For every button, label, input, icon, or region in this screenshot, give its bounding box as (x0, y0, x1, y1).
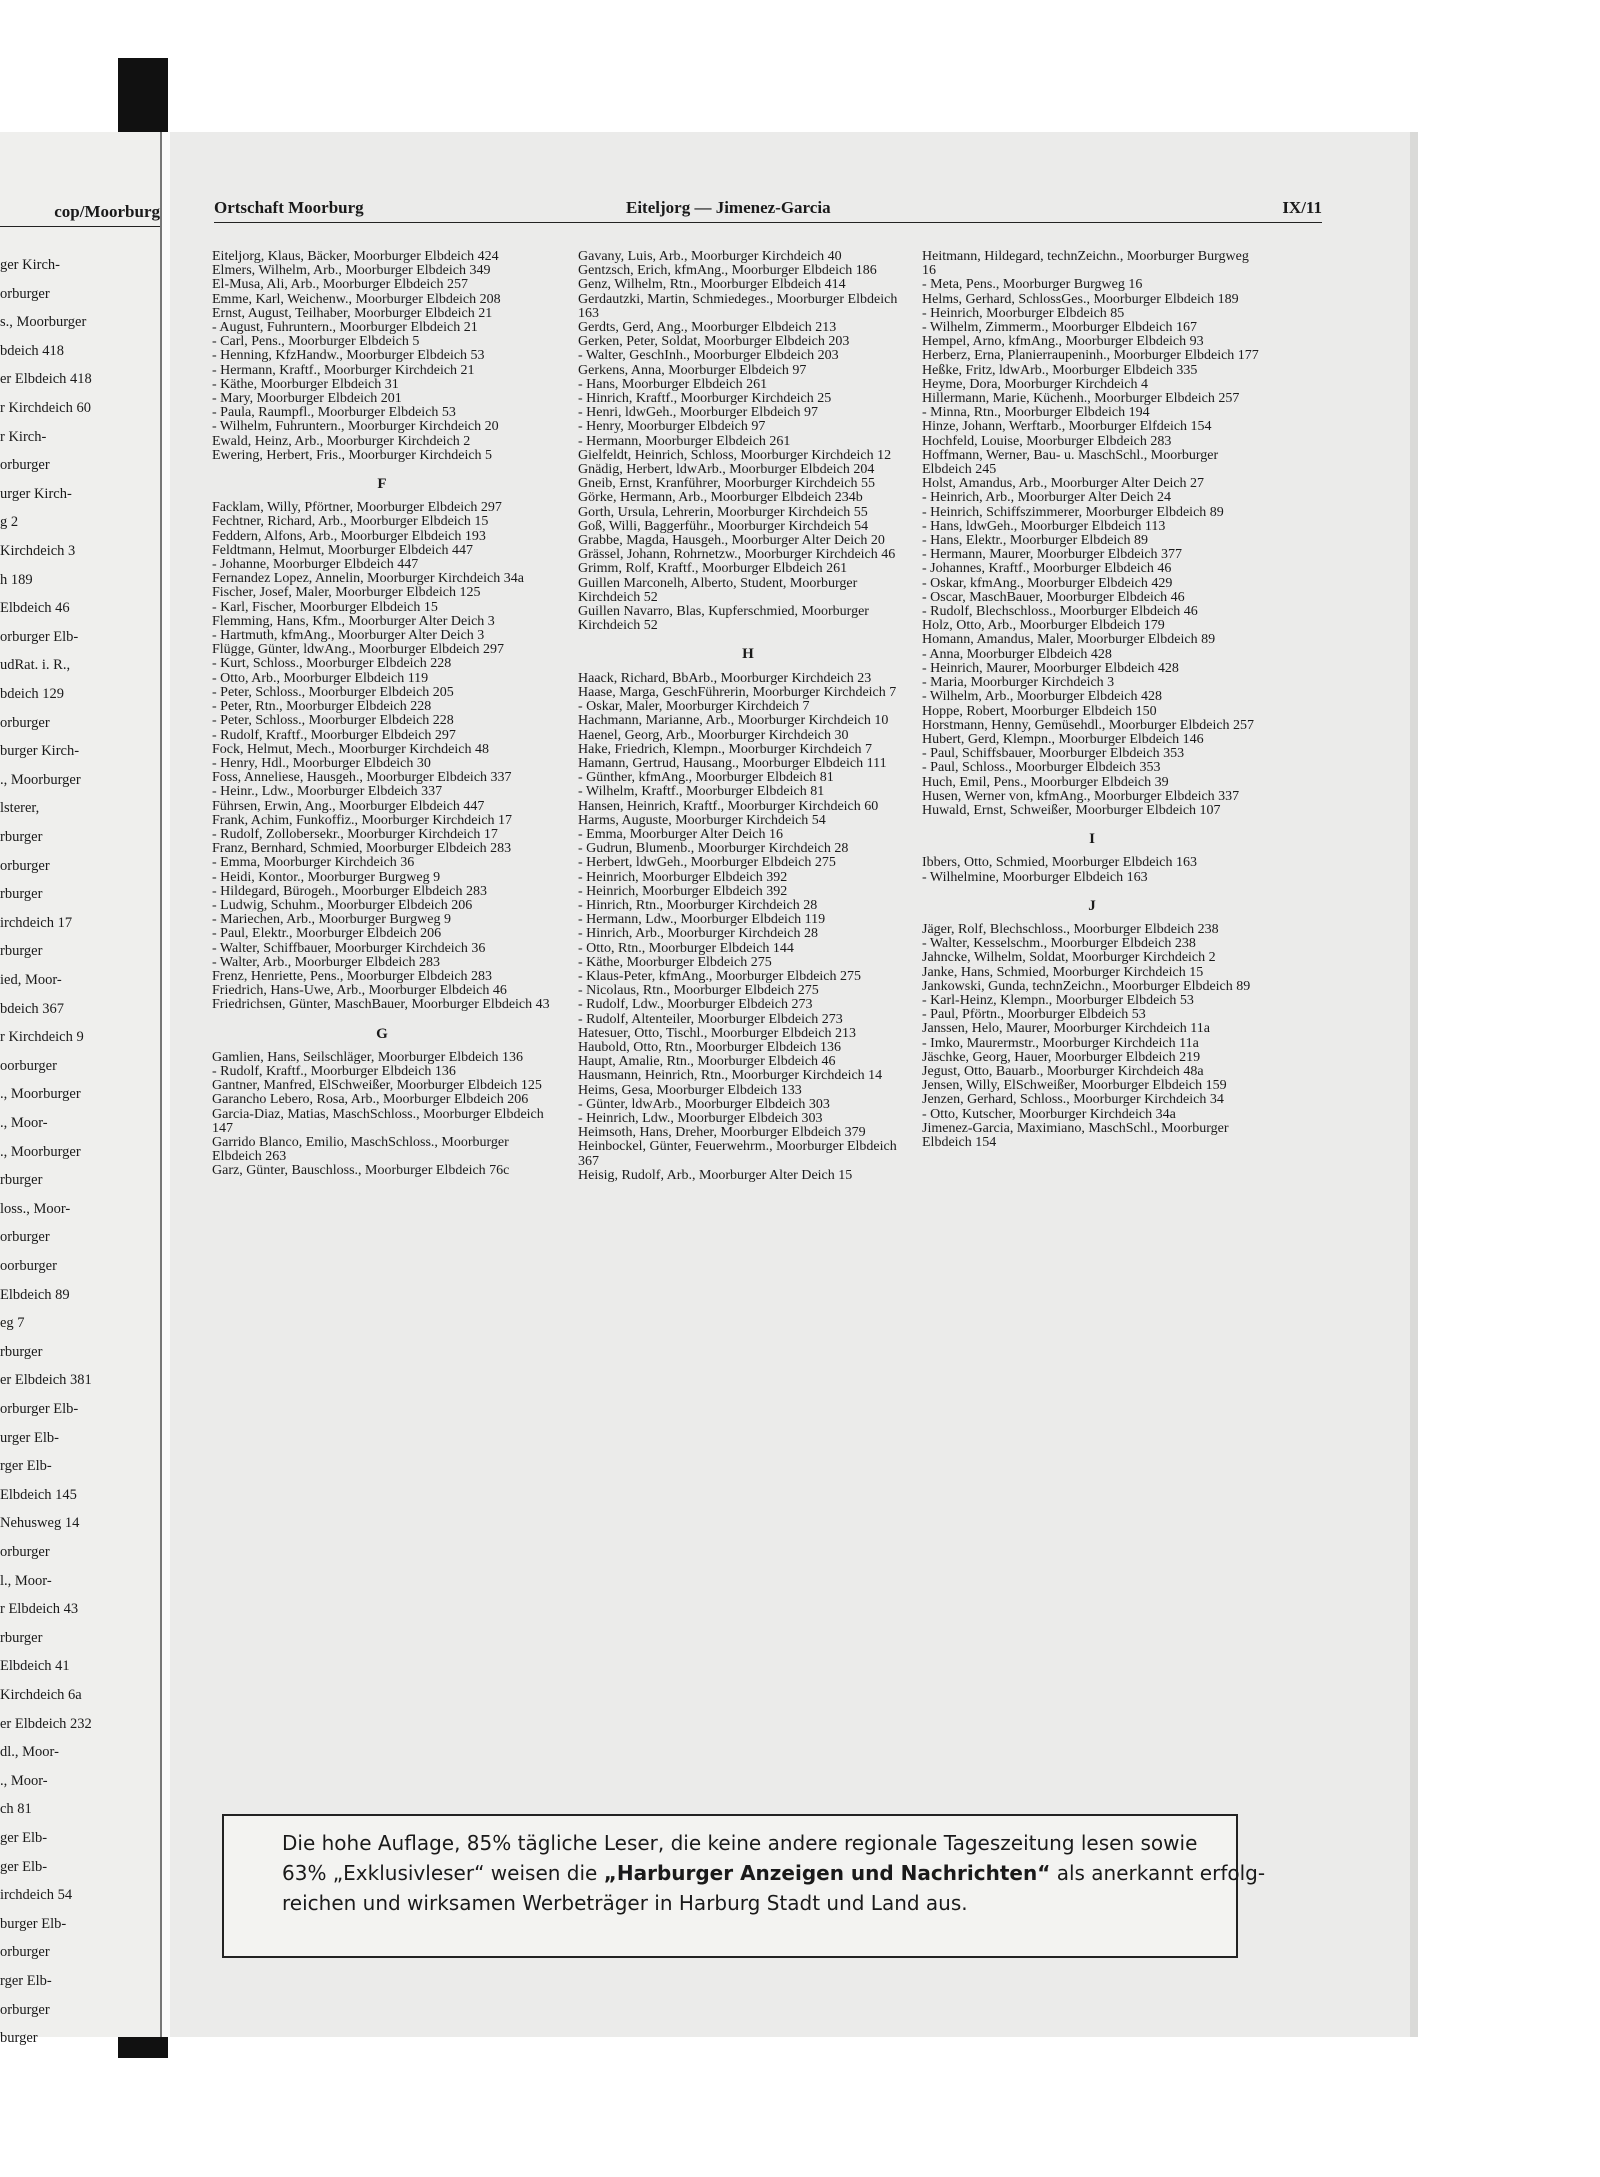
directory-entry: Heitmann, Hildegard, technZeichn., Moorburger Burgweg 16 (922, 249, 1249, 279)
directory-entry: Elmers, Wilhelm, Arb., Moorburger Elbdeich 349 (212, 263, 491, 279)
left-page-line: orburger (0, 1544, 50, 1560)
directory-entry: Ewald, Heinz, Arb., Moorburger Kirchdeich 2 (212, 433, 471, 449)
section-letter: H (742, 646, 754, 663)
column-1 (212, 250, 552, 1179)
directory-entry: Holz, Otto, Arb., Moorburger Elbdeich 179 (922, 618, 1165, 634)
directory-entry: Fischer, Josef, Maler, Moorburger Elbdeich 125 (212, 585, 481, 601)
directory-entry: - Nicolaus, Rtn., Moorburger Elbdeich 275 (578, 983, 819, 999)
left-page-line: Elbdeich 46 (0, 600, 70, 617)
directory-entry: Gorth, Ursula, Lehrerin, Moorburger Kirchdeich 55 (578, 504, 868, 520)
directory-entry: - Peter, Rtn., Moorburger Elbdeich 228 (212, 699, 432, 715)
ad-line-2-post: als anerkannt erfolg- (1056, 1861, 1266, 1885)
directory-entry: Janke, Hans, Schmied, Moorburger Kirchdeich 15 (922, 964, 1204, 980)
directory-entry: Hachmann, Marianne, Arb., Moorburger Kirchdeich 10 (578, 713, 889, 729)
directory-entry: - Käthe, Moorburger Elbdeich 275 (578, 954, 772, 970)
directory-entry: Horstmann, Henny, Gemüsehdl., Moorburger Elbdeich 257 (922, 717, 1255, 733)
directory-entry: - Rudolf, Ldw., Moorburger Elbdeich 273 (578, 997, 813, 1013)
left-page-line: er Elbdeich 418 (0, 371, 92, 388)
directory-entry: Heims, Gesa, Moorburger Elbdeich 133 (578, 1082, 802, 1098)
directory-entry: - Henry, Hdl., Moorburger Elbdeich 30 (212, 755, 431, 771)
directory-entry: Flügge, Günter, ldwAng., Moorburger Elbdeich 297 (212, 642, 504, 658)
directory-entry: Huch, Emil, Pens., Moorburger Elbdeich 39 (922, 774, 1169, 790)
directory-entry: - Heinr., Ldw., Moorburger Elbdeich 337 (212, 784, 443, 800)
left-page-line: bdeich 418 (0, 342, 65, 359)
directory-entry: - Hermann, Kraftf., Moorburger Kirchdeich 21 (212, 362, 475, 378)
directory-entry: - Henry, Moorburger Elbdeich 97 (578, 419, 766, 435)
directory-entry: - Günter, ldwArb., Moorburger Elbdeich 303 (578, 1096, 830, 1112)
ad-line-1: Die hohe Auflage, 85% tägliche Leser, die keine andere regionale Tageszeitung lesen sowie (282, 1831, 1198, 1855)
directory-entry: - Hinrich, Kraftf., Moorburger Kirchdeich 25 (578, 391, 832, 407)
directory-entry: Haupt, Amalie, Rtn., Moorburger Elbdeich 46 (578, 1054, 836, 1070)
directory-entry: Gneib, Ernst, Kranführer, Moorburger Kirchdeich 55 (578, 476, 875, 492)
left-page-line: l., Moor- (0, 1572, 52, 1589)
directory-entry: - Paul, Schloss., Moorburger Elbdeich 353 (922, 760, 1161, 776)
directory-entry: - Maria, Moorburger Kirchdeich 3 (922, 675, 1115, 691)
left-page-line: ., Moor- (0, 1772, 48, 1789)
directory-entry: Grimm, Rolf, Kraftf., Moorburger Elbdeich 261 (578, 561, 848, 577)
directory-entry: - Hans, Moorburger Elbdeich 261 (578, 376, 768, 392)
directory-entry: - Henning, KfzHandw., Moorburger Elbdeich 53 (212, 348, 485, 364)
left-page-line: rger Elb- (0, 1458, 52, 1475)
directory-entry: Hinze, Johann, Werftarb., Moorburger Elfdeich 154 (922, 419, 1212, 435)
left-page-line: rburger (0, 1172, 43, 1189)
left-page-line: rburger (0, 829, 43, 845)
directory-entry: Heßke, Fritz, ldwArb., Moorburger Elbdeich 335 (922, 362, 1198, 378)
directory-entry: - Wilhelm, Kraftf., Moorburger Elbdeich 81 (578, 784, 825, 800)
directory-entry: - Mariechen, Arb., Moorburger Burgweg 9 (212, 912, 451, 928)
left-page-line: Kirchdeich 3 (0, 543, 76, 559)
directory-entry: Ernst, August, Teilhaber, Moorburger Elbdeich 21 (212, 305, 493, 321)
directory-entry: Jegust, Otto, Bauarb., Moorburger Kirchdeich 48a (922, 1063, 1204, 1079)
directory-entry: Führsen, Erwin, Ang., Moorburger Elbdeich 447 (212, 798, 485, 814)
directory-entry: Flemming, Hans, Kfm., Moorburger Alter Deich 3 (212, 613, 495, 629)
directory-entry: - Johannes, Kraftf., Moorburger Elbdeich 46 (922, 561, 1172, 577)
directory-entry: - Wilhelm, Fuhruntern., Moorburger Kirchdeich 20 (212, 419, 499, 435)
left-page-line: Elbdeich 145 (0, 1486, 77, 1503)
directory-entry: - Heinrich, Moorburger Elbdeich 392 (578, 883, 788, 899)
directory-entry: Heimsoth, Hans, Dreher, Moorburger Elbdeich 379 (578, 1125, 866, 1141)
directory-entry: - Hans, Elektr., Moorburger Elbdeich 89 (922, 533, 1149, 549)
directory-entry: Grässel, Johann, Rohrnetzw., Moorburger Kirchdeich 46 (578, 547, 896, 563)
directory-entry: - Paul, Pförtn., Moorburger Elbdeich 53 (922, 1007, 1146, 1023)
directory-entry: - Wilhelmine, Moorburger Elbdeich 163 (922, 869, 1148, 885)
header-page-number: IX/11 (1282, 198, 1322, 217)
directory-entry: - Henri, ldwGeh., Moorburger Elbdeich 97 (578, 405, 819, 421)
directory-entry: El-Musa, Ali, Arb., Moorburger Elbdeich 257 (212, 277, 468, 293)
ad-newspaper-name: „Harburger Anzeigen und Nachrichten“ (603, 1861, 1051, 1885)
left-page-line: r Kirchdeich 9 (0, 1029, 84, 1046)
directory-entry: Frank, Achim, Funkoffiz., Moorburger Kirchdeich 17 (212, 812, 513, 828)
section-letter: G (376, 1025, 388, 1042)
directory-entry: Facklam, Willy, Pförtner, Moorburger Elbdeich 297 (212, 500, 502, 516)
left-page-line: ., Moorburger (0, 1086, 81, 1103)
left-page-line: orburger (0, 457, 50, 474)
directory-entry: - Hinrich, Rtn., Moorburger Kirchdeich 28 (578, 897, 818, 913)
directory-entry: Heyme, Dora, Moorburger Kirchdeich 4 (922, 376, 1149, 392)
directory-entry: Janssen, Helo, Maurer, Moorburger Kirchdeich 11a (922, 1021, 1210, 1037)
directory-entry: Ewering, Herbert, Fris., Moorburger Kirchdeich 5 (212, 447, 493, 463)
directory-entry: - Gudrun, Blumenb., Moorburger Kirchdeich 28 (578, 841, 849, 857)
header-range: Eiteljorg — Jimenez-Garcia (626, 198, 831, 217)
header-locality: Ortschaft Moorburg (214, 198, 364, 217)
directory-entry: Gavany, Luis, Arb., Moorburger Kirchdeich 40 (578, 249, 842, 264)
directory-entry: Jankowski, Gunda, technZeichn., Moorburger Elbdeich 89 (922, 978, 1251, 994)
directory-entry: - Heinrich, Schiffszimmerer, Moorburger Elbdeich 89 (922, 504, 1224, 520)
directory-entry: - Anna, Moorburger Elbdeich 428 (922, 646, 1112, 662)
directory-entry: - Paul, Schiffsbauer, Moorburger Elbdeich 353 (922, 746, 1185, 762)
directory-entry: Hoffmann, Werner, Bau- u. MaschSchl., Moorburger Elbdeich 245 (922, 447, 1219, 478)
directory-entry: - Rudolf, Zollobersekr., Moorburger Kirchdeich 17 (212, 826, 498, 842)
directory-entry: Gielfeldt, Heinrich, Schloss, Moorburger Kirchdeich 12 (578, 447, 892, 463)
directory-entry: - Oskar, kfmAng., Moorburger Elbdeich 429 (922, 575, 1173, 591)
directory-entry: Huwald, Ernst, Schweißer, Moorburger Elbdeich 107 (922, 802, 1221, 818)
directory-entry: Jäschke, Georg, Hauer, Moorburger Elbdeich 219 (922, 1049, 1201, 1065)
directory-entry: - August, Fuhruntern., Moorburger Elbdeich 21 (212, 320, 478, 336)
directory-entry: Heisig, Rudolf, Arb., Moorburger Alter Deich 15 (578, 1167, 853, 1183)
left-page-line: burger Kirch- (0, 743, 80, 760)
directory-entry: - Heinrich, Maurer, Moorburger Elbdeich 428 (922, 660, 1179, 676)
left-page-line: orburger (0, 285, 50, 302)
directory-entry: - Hartmuth, kfmAng., Moorburger Alter Deich 3 (212, 628, 485, 644)
left-page-line: r Kirch- (0, 428, 47, 445)
directory-entry: - Meta, Pens., Moorburger Burgweg 16 (922, 277, 1143, 293)
directory-entry: Feddern, Alfons, Arb., Moorburger Elbdeich 193 (212, 528, 486, 544)
directory-entry: Haack, Richard, BbArb., Moorburger Kirchdeich 23 (578, 670, 872, 686)
directory-entry: - Hermann, Ldw., Moorburger Elbdeich 119 (578, 912, 826, 928)
directory-entry: Friedrich, Hans-Uwe, Arb., Moorburger Elbdeich 46 (212, 983, 507, 999)
directory-entry: Hake, Friedrich, Klempn., Moorburger Kirchdeich 7 (578, 741, 873, 757)
directory-entry: - Heinrich, Moorburger Elbdeich 85 (922, 305, 1125, 321)
directory-entry: Garcia-Diaz, Matias, MaschSchloss., Moorburger Elbdeich 147 (212, 1106, 544, 1136)
left-page-header: cop/Moorburg (0, 202, 160, 227)
left-page-line: s., Moorburger (0, 314, 87, 331)
directory-entry: Jenzen, Gerhard, Schloss., Moorburger Kirchdeich 34 (922, 1092, 1224, 1108)
directory-entry: - Rudolf, Kraftf., Moorburger Elbdeich 297 (212, 727, 456, 743)
directory-entry: - Hinrich, Arb., Moorburger Kirchdeich 28 (578, 926, 819, 942)
left-page-fragment (0, 132, 160, 2047)
left-page-line: r Elbdeich 43 (0, 1601, 79, 1618)
directory-page (170, 132, 1410, 2037)
left-page-line: orburger (0, 2001, 50, 2018)
directory-entry: Garz, Günter, Bauschloss., Moorburger Elbdeich 76c (212, 1163, 510, 1179)
directory-entry: - Peter, Schloss., Moorburger Elbdeich 205 (212, 684, 454, 700)
directory-entry: Ibbers, Otto, Schmied, Moorburger Elbdeich 163 (922, 855, 1198, 871)
directory-entry: Hatesuer, Otto, Tischl., Moorburger Elbdeich 213 (578, 1025, 856, 1041)
directory-entry: Jensen, Willy, ElSchweißer, Moorburger Elbdeich 159 (922, 1078, 1227, 1094)
directory-entry: - Wilhelm, Arb., Moorburger Elbdeich 428 (922, 689, 1162, 705)
directory-entry: - Günther, kfmAng., Moorburger Elbdeich 81 (578, 770, 834, 786)
directory-entry: Foss, Anneliese, Hausgeh., Moorburger Elbdeich 337 (212, 770, 512, 786)
section-letter: I (1089, 831, 1095, 848)
directory-entry: - Rudolf, Kraftf., Moorburger Elbdeich 136 (212, 1063, 456, 1079)
directory-entry: Haase, Marga, GeschFührerin, Moorburger Kirchdeich 7 (578, 684, 897, 700)
directory-entry: Jäger, Rolf, Blechschloss., Moorburger Elbdeich 238 (922, 921, 1219, 937)
directory-entry: Gerkens, Anna, Moorburger Elbdeich 97 (578, 362, 807, 378)
left-page-line: r Kirchdeich 60 (0, 400, 91, 416)
left-page-line: loss., Moor- (0, 1200, 71, 1217)
left-page-line: ., Moorburger (0, 1143, 81, 1160)
directory-entry: - Otto, Rtn., Moorburger Elbdeich 144 (578, 940, 794, 956)
directory-entry: Hausmann, Heinrich, Rtn., Moorburger Kirchdeich 14 (578, 1068, 883, 1084)
directory-entry: Helms, Gerhard, SchlossGes., Moorburger Elbdeich 189 (922, 291, 1239, 307)
directory-entry: - Käthe, Moorburger Elbdeich 31 (212, 376, 399, 392)
directory-entry: - Wilhelm, Zimmerm., Moorburger Elbdeich 167 (922, 320, 1197, 336)
left-page-line: g 2 (0, 514, 19, 531)
directory-entry: Feldtmann, Helmut, Moorburger Elbdeich 447 (212, 542, 474, 558)
directory-entry: Gamlien, Hans, Seilschläger, Moorburger Elbdeich 136 (212, 1049, 523, 1065)
directory-entry: Haenel, Georg, Arb., Moorburger Kirchdeich 30 (578, 727, 849, 743)
directory-entry: Hochfeld, Louise, Moorburger Elbdeich 283 (922, 433, 1172, 449)
left-page-line: oorburger (0, 1057, 57, 1074)
left-page-line: irchdeich 54 (0, 1887, 73, 1904)
left-page-line: Elbdeich 89 (0, 1286, 70, 1303)
left-page-line: ., Moor- (0, 1115, 48, 1131)
left-page-line: Kirchdeich 6a (0, 1687, 82, 1703)
directory-entry: Fernandez Lopez, Annelin, Moorburger Kirchdeich 34a (212, 571, 524, 587)
directory-entry: Herberz, Erna, Planierraupeninh., Moorburger Elbdeich 177 (922, 348, 1259, 364)
directory-entry: Gerdautzki, Martin, Schmiedeges., Moorburger Elbdeich 163 (578, 291, 898, 321)
left-page-line: oorburger (0, 1258, 57, 1274)
section-letter: J (1088, 897, 1096, 914)
directory-entry: - Oskar, Maler, Moorburger Kirchdeich 7 (578, 699, 810, 715)
left-page-line: ch 81 (0, 1801, 32, 1818)
left-page-line: ger Elb- (0, 1858, 48, 1875)
left-page-line: urger Kirch- (0, 485, 72, 502)
directory-entry: - Walter, Arb., Moorburger Elbdeich 283 (212, 954, 440, 970)
directory-entry: - Otto, Kutscher, Moorburger Kirchdeich 34a (922, 1106, 1176, 1122)
directory-entry: - Walter, Kesselschm., Moorburger Elbdeich 238 (922, 936, 1196, 952)
directory-entry: - Mary, Moorburger Elbdeich 201 (212, 391, 402, 407)
directory-entry: - Karl-Heinz, Klempn., Moorburger Elbdeich 53 (922, 992, 1194, 1008)
left-page-line: er Elbdeich 381 (0, 1372, 92, 1389)
left-page-line: udRat. i. R., (0, 657, 71, 674)
directory-entry: Frenz, Henriette, Pens., Moorburger Elbdeich 283 (212, 968, 493, 984)
left-page-line: burger (0, 2030, 38, 2047)
left-page-line: rger Elb- (0, 1973, 52, 1989)
directory-entry: Guillen Marconelh, Alberto, Student, Moorburger Kirchdeich 52 (578, 575, 858, 605)
left-page-line: bdeich 129 (0, 686, 65, 702)
directory-entry: Fechtner, Richard, Arb., Moorburger Elbdeich 15 (212, 514, 489, 530)
directory-entry: Hillermann, Marie, Küchenh., Moorburger Elbdeich 257 (922, 391, 1240, 407)
directory-entry: - Walter, Schiffbauer, Moorburger Kirchdeich 36 (212, 940, 486, 956)
page-header (214, 196, 1322, 223)
left-page-line: ied, Moor- (0, 972, 62, 988)
directory-entry: Genz, Wilhelm, Rtn., Moorburger Elbdeich 414 (578, 277, 846, 293)
directory-entry: Garancho Lebero, Rosa, Arb., Moorburger Elbdeich 206 (212, 1092, 529, 1108)
left-page-line: ger Kirch- (0, 257, 60, 273)
directory-entry: - Heinrich, Arb., Moorburger Alter Deich 24 (922, 490, 1171, 506)
directory-entry: Homann, Amandus, Maler, Moorburger Elbdeich 89 (922, 632, 1216, 648)
left-page-line: bdeich 367 (0, 1000, 65, 1017)
directory-entry: - Carl, Pens., Moorburger Elbdeich 5 (212, 334, 420, 350)
ad-line-3: reichen und wirksamen Werbeträger in Harburg Stadt und Land aus. (282, 1891, 968, 1915)
directory-entry: Franz, Bernhard, Schmied, Moorburger Elbdeich 283 (212, 841, 512, 857)
directory-entry: - Hermann, Moorburger Elbdeich 261 (578, 433, 791, 449)
directory-entry: - Emma, Moorburger Kirchdeich 36 (212, 855, 415, 871)
left-page-line: irchdeich 17 (0, 914, 73, 931)
directory-entry: Gentzsch, Erich, kfmAng., Moorburger Elbdeich 186 (578, 263, 877, 279)
advertisement-box (222, 1814, 1266, 1958)
column-2 (578, 250, 918, 1183)
directory-entry: Jahncke, Wilhelm, Soldat, Moorburger Kirchdeich 2 (922, 950, 1216, 966)
column-3 (922, 250, 1262, 1150)
directory-entry: - Heinrich, Ldw., Moorburger Elbdeich 303 (578, 1110, 823, 1126)
directory-entry: Hoppe, Robert, Moorburger Elbdeich 150 (922, 703, 1157, 719)
directory-entry: Gerdts, Gerd, Ang., Moorburger Elbdeich 213 (578, 320, 837, 336)
directory-entry: Hempel, Arno, kfmAng., Moorburger Elbdeich 93 (922, 334, 1204, 350)
directory-entry: Gantner, Manfred, ElSchweißer, Moorburger Elbdeich 125 (212, 1078, 542, 1094)
directory-entry: - Rudolf, Altenteiler, Moorburger Elbdeich 273 (578, 1011, 843, 1027)
directory-entry: - Minna, Rtn., Moorburger Elbdeich 194 (922, 405, 1150, 421)
directory-entry: - Hans, ldwGeh., Moorburger Elbdeich 113 (922, 518, 1166, 534)
left-page-line: orburger Elb- (0, 1401, 79, 1417)
directory-entry: - Otto, Arb., Moorburger Elbdeich 119 (212, 670, 429, 686)
directory-entry: - Kurt, Schloss., Moorburger Elbdeich 228 (212, 656, 452, 672)
directory-entry: - Klaus-Peter, kfmAng., Moorburger Elbdeich 275 (578, 968, 862, 984)
left-page-line: lsterer, (0, 800, 40, 817)
directory-entry: - Emma, Moorburger Alter Deich 16 (578, 826, 784, 842)
directory-entry: Grabbe, Magda, Hausgeh., Moorburger Alter Deich 20 (578, 533, 885, 549)
directory-entry: Jimenez-Garcia, Maximiano, MaschSchl., Moorburger Elbdeich 154 (922, 1120, 1229, 1150)
directory-entry: Heinbockel, Günter, Feuerwehrm., Moorburger Elbdeich 367 (578, 1139, 897, 1169)
page-right-edge (1410, 132, 1418, 2037)
left-page-line: dl., Moor- (0, 1744, 59, 1761)
directory-entry: Fock, Helmut, Mech., Moorburger Kirchdeich 48 (212, 741, 489, 757)
section-letter: F (377, 476, 387, 493)
left-page-line: orburger (0, 714, 50, 731)
left-page-line: Nehusweg 14 (0, 1515, 80, 1532)
left-page-line: Elbdeich 41 (0, 1658, 70, 1675)
directory-entry: Guillen Navarro, Blas, Kupferschmied, Moorburger Kirchdeich 52 (578, 604, 869, 634)
directory-entry: - Ludwig, Schuhm., Moorburger Elbdeich 206 (212, 897, 473, 913)
directory-entry: - Walter, GeschInh., Moorburger Elbdeich 203 (578, 348, 839, 364)
left-page-line: orburger (0, 1944, 50, 1961)
directory-entry: - Oscar, MaschBauer, Moorburger Elbdeich 46 (922, 589, 1185, 605)
directory-entry: - Karl, Fischer, Moorburger Elbdeich 15 (212, 599, 438, 615)
directory-entry: Gerken, Peter, Soldat, Moorburger Elbdeich 203 (578, 334, 850, 350)
directory-entry: - Peter, Schloss., Moorburger Elbdeich 228 (212, 713, 454, 729)
directory-entry: Eiteljorg, Klaus, Bäcker, Moorburger Elbdeich 424 (212, 249, 499, 264)
left-page-line: h 189 (0, 571, 33, 588)
left-page-line: orburger Elb- (0, 628, 79, 645)
left-page-line: burger Elb- (0, 1915, 67, 1932)
directory-entry: - Heinrich, Moorburger Elbdeich 392 (578, 869, 788, 885)
directory-entry: Friedrichsen, Günter, MaschBauer, Moorburger Elbdeich 43 (212, 997, 550, 1013)
left-page-line: eg 7 (0, 1315, 25, 1332)
left-page-line: ., Moorburger (0, 771, 81, 788)
left-page-line: ger Elb- (0, 1830, 48, 1846)
directory-entry: Husen, Werner von, kfmAng., Moorburger Elbdeich 337 (922, 788, 1240, 804)
directory-entry: Garrido Blanco, Emilio, MaschSchloss., Moorburger Elbdeich 263 (212, 1134, 509, 1165)
left-page-line: rburger (0, 886, 43, 903)
left-page-line: orburger (0, 1229, 50, 1246)
directory-entry: - Hermann, Maurer, Moorburger Elbdeich 377 (922, 547, 1183, 563)
directory-entry: - Hildegard, Bürogeh., Moorburger Elbdeich 283 (212, 883, 488, 899)
directory-entry: Hansen, Heinrich, Kraftf., Moorburger Kirchdeich 60 (578, 798, 879, 814)
left-page-line: rburger (0, 943, 43, 960)
directory-entry: - Johanne, Moorburger Elbdeich 447 (212, 557, 419, 573)
directory-entry: Görke, Hermann, Arb., Moorburger Elbdeich 234b (578, 490, 863, 506)
directory-entry: - Herbert, ldwGeh., Moorburger Elbdeich 275 (578, 855, 836, 871)
directory-entry: Hubert, Gerd, Klempn., Moorburger Elbdeich 146 (922, 731, 1204, 747)
directory-entry: - Heidi, Kontor., Moorburger Burgweg 9 (212, 869, 441, 885)
directory-entry: Emme, Karl, Weichenw., Moorburger Elbdeich 208 (212, 291, 501, 307)
directory-entry: Holst, Amandus, Arb., Moorburger Alter Deich 27 (922, 476, 1205, 492)
directory-entry: Goß, Willi, Baggerführ., Moorburger Kirchdeich 54 (578, 518, 869, 534)
ad-line-2 (282, 1858, 1265, 1888)
directory-entry: - Imko, Maurermstr., Moorburger Kirchdeich 11a (922, 1035, 1199, 1051)
directory-entry: Haubold, Otto, Rtn., Moorburger Elbdeich 136 (578, 1039, 841, 1055)
left-page-line: urger Elb- (0, 1429, 59, 1446)
left-page-line: orburger (0, 857, 50, 874)
left-page-line: rburger (0, 1343, 43, 1360)
directory-entry: Hamann, Gertrud, Hausang., Moorburger Elbdeich 111 (578, 755, 887, 771)
left-page-line: er Elbdeich 232 (0, 1715, 92, 1732)
directory-entry: Harms, Auguste, Moorburger Kirchdeich 54 (578, 812, 826, 828)
ad-line-2-pre: 63% „Exklusivleser“ weisen die (282, 1861, 598, 1885)
left-page-line: rburger (0, 1629, 43, 1646)
directory-entry: - Paul, Elektr., Moorburger Elbdeich 206 (212, 926, 442, 942)
directory-entry: - Paula, Raumpfl., Moorburger Elbdeich 53 (212, 405, 456, 421)
directory-entry: Gnädig, Herbert, ldwArb., Moorburger Elbdeich 204 (578, 462, 875, 478)
directory-entry: - Rudolf, Blechschloss., Moorburger Elbdeich 46 (922, 604, 1198, 620)
